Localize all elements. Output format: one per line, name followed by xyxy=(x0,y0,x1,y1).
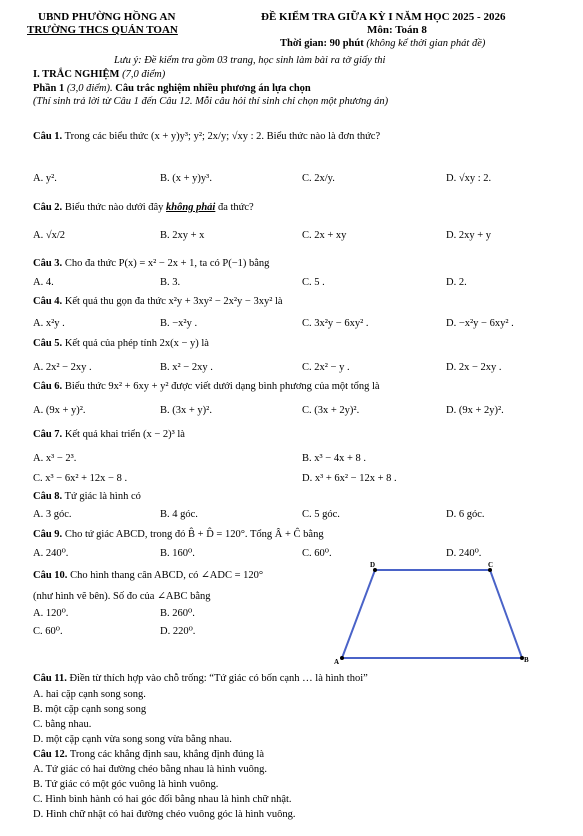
instruction: (Thí sinh trả lời từ Câu 1 đến Câu 12. Mỗi câu hỏi thí sinh chỉ chọn một phương án) xyxy=(33,96,389,107)
q11-option-b[interactable]: B. một cặp cạnh song song xyxy=(33,704,147,715)
q3-option-a[interactable]: A. 4. xyxy=(33,277,54,288)
question-10 xyxy=(33,569,263,582)
question-label: Câu 12. xyxy=(33,749,68,760)
q2-option-b[interactable]: B. 2xy + x xyxy=(160,230,205,241)
question-9 xyxy=(33,528,324,541)
time-label: Thời gian: 90 phút xyxy=(280,38,364,49)
q4-option-a[interactable]: A. x²y . xyxy=(33,318,65,329)
question-emphasis: không phải xyxy=(166,202,216,213)
q2-option-a[interactable]: A. √x/2 xyxy=(33,230,66,241)
trapezoid-figure xyxy=(330,560,530,670)
part-label: Phần 1 xyxy=(33,83,65,94)
question-text: Kết quả thu gọn đa thức x²y + 3xy² − 2x²y − 3xy² là xyxy=(64,296,283,307)
question-text: Kết quả của phép tính 2x(x − y) là xyxy=(64,338,209,349)
question-2 xyxy=(33,201,254,214)
q9-option-b[interactable]: B. 160⁰. xyxy=(160,548,195,559)
question-text: Cho đa thức P(x) = x² − 2x + 1, ta có P(−1) bằng xyxy=(64,258,270,269)
question-text: Điền từ thích hợp vào chỗ trống: “Tứ giác có bốn cạnh … là hình thoi” xyxy=(69,673,368,684)
q12-option-c[interactable]: C. Hình bình hành có hai góc đối bằng nhau là hình chữ nhật. xyxy=(33,794,292,805)
q2-option-c[interactable]: C. 2x + xy xyxy=(302,230,347,241)
q3-option-b[interactable]: B. 3. xyxy=(160,277,181,288)
time-line xyxy=(280,37,485,50)
q3-option-c[interactable]: C. 5 . xyxy=(302,277,325,288)
q10-option-d[interactable]: D. 220⁰. xyxy=(160,626,196,637)
q5-option-c[interactable]: C. 2x² − y . xyxy=(302,362,350,373)
q8-option-c[interactable]: C. 5 góc. xyxy=(302,509,340,520)
question-6 xyxy=(33,380,380,393)
question-text: Cho tứ giác ABCD, trong đó B̂ + D̂ = 120°. Tổng Â + Ĉ bằng xyxy=(64,529,324,540)
question-label: Câu 9. xyxy=(33,529,63,540)
question-8 xyxy=(33,490,141,503)
subject: Môn: Toán 8 xyxy=(367,24,427,36)
q10-option-c[interactable]: C. 60⁰. xyxy=(33,626,63,637)
q8-option-b[interactable]: B. 4 góc. xyxy=(160,509,198,520)
label-c: C xyxy=(488,561,494,569)
q3-option-d[interactable]: D. 2. xyxy=(446,277,467,288)
q5-option-d[interactable]: D. 2x − 2xy . xyxy=(446,362,502,373)
question-label: Câu 3. xyxy=(33,258,63,269)
q7-option-c[interactable]: C. x³ − 6x² + 12x − 8 . xyxy=(33,473,128,484)
question-label: Câu 8. xyxy=(33,491,63,502)
question-text: Biểu thức nào dưới đây xyxy=(64,202,164,213)
question-label: Câu 1. xyxy=(33,131,63,142)
q11-option-a[interactable]: A. hai cặp cạnh song song. xyxy=(33,689,146,700)
question-text: Tứ giác là hình có xyxy=(64,491,141,502)
question-label: Câu 6. xyxy=(33,381,63,392)
part-title xyxy=(33,82,311,95)
q9-option-a[interactable]: A. 240⁰. xyxy=(33,548,69,559)
q6-option-a[interactable]: A. (9x + y)². xyxy=(33,405,86,416)
q10-option-a[interactable]: A. 120⁰. xyxy=(33,608,69,619)
question-11 xyxy=(33,672,368,685)
q11-option-c[interactable]: C. bằng nhau. xyxy=(33,719,92,730)
section-points: (7,0 điểm) xyxy=(122,69,166,80)
q9-option-c[interactable]: C. 60⁰. xyxy=(302,548,332,559)
q4-option-c[interactable]: C. 3x²y − 6xy² . xyxy=(302,318,369,329)
section-title xyxy=(33,68,165,81)
vertex-a xyxy=(340,656,344,660)
q1-option-a[interactable]: A. y². xyxy=(33,173,57,184)
q1-option-b[interactable]: B. (x + y)y³. xyxy=(160,173,212,184)
school-name: TRƯỜNG THCS QUÁN TOAN xyxy=(27,24,178,36)
section-label: I. TRẮC NGHIỆM xyxy=(33,69,120,80)
question-text: Kết quả khai triển (x − 2)³ là xyxy=(64,429,185,440)
label-a: A xyxy=(334,658,340,666)
q1-option-d[interactable]: D. √xy : 2. xyxy=(446,173,492,184)
org-name: UBND PHƯỜNG HỒNG AN xyxy=(38,11,176,23)
q5-option-b[interactable]: B. x² − 2xy . xyxy=(160,362,213,373)
question-5 xyxy=(33,337,209,350)
question-label: Câu 5. xyxy=(33,338,63,349)
q4-option-d[interactable]: D. −x²y − 6xy² . xyxy=(446,318,514,329)
label-b: B xyxy=(524,656,529,664)
question-label: Câu 11. xyxy=(33,673,67,684)
q7-option-d[interactable]: D. x³ + 6x² − 12x + 8 . xyxy=(302,473,397,484)
q10-option-b[interactable]: B. 260⁰. xyxy=(160,608,195,619)
q7-option-a[interactable]: A. x³ − 2³. xyxy=(33,453,77,464)
q6-option-c[interactable]: C. (3x + 2y)². xyxy=(302,405,360,416)
question-label: Câu 4. xyxy=(33,296,63,307)
question-text: Trong các biểu thức (x + y)y³; y²; 2x/y; √xy : 2. Biểu thức nào là đơn thức? xyxy=(64,131,381,142)
q5-option-a[interactable]: A. 2x² − 2xy . xyxy=(33,362,92,373)
question-10-line2: (như hình vẽ bên). Số đo của ∠ABC bằng xyxy=(33,591,211,602)
part-points: (3,0 điểm). xyxy=(66,83,113,94)
q2-option-d[interactable]: D. 2xy + y xyxy=(446,230,492,241)
q6-option-d[interactable]: D. (9x + 2y)². xyxy=(446,405,504,416)
question-text: Biểu thức 9x² + 6xy + y² được viết dưới dạng bình phương của một tổng là xyxy=(64,381,380,392)
q9-option-d[interactable]: D. 240⁰. xyxy=(446,548,482,559)
q12-option-b[interactable]: B. Tứ giác có một góc vuông là hình vuông. xyxy=(33,779,219,790)
time-note: (không kể thời gian phát đề) xyxy=(366,38,486,49)
label-d: D xyxy=(370,561,376,569)
q12-option-a[interactable]: A. Tứ giác có hai đường chéo bằng nhau là hình vuông. xyxy=(33,764,267,775)
question-label: Câu 10. xyxy=(33,570,68,581)
question-4 xyxy=(33,295,283,308)
exam-note: Lưu ý: Đề kiểm tra gồm 03 trang, học sinh làm bài ra tờ giấy thi xyxy=(114,55,386,66)
trapezoid-shape xyxy=(342,570,522,658)
question-text-end: đa thức? xyxy=(217,202,254,213)
question-1 xyxy=(33,130,380,143)
question-text: Trong các khẳng định sau, khẳng định đúng là xyxy=(69,749,265,760)
question-3 xyxy=(33,257,269,270)
q11-option-d[interactable]: D. một cặp cạnh vừa song song vừa bằng nhau. xyxy=(33,734,232,745)
exam-title: ĐỀ KIỂM TRA GIỮA KỲ I NĂM HỌC 2025 - 2026 xyxy=(261,11,506,23)
question-label: Câu 7. xyxy=(33,429,63,440)
q12-option-d[interactable]: D. Hình chữ nhật có hai đường chéo vuông góc là hình vuông. xyxy=(33,809,296,820)
question-7 xyxy=(33,428,185,441)
q8-option-a[interactable]: A. 3 góc. xyxy=(33,509,72,520)
q4-option-b[interactable]: B. −x²y . xyxy=(160,318,198,329)
q8-option-d[interactable]: D. 6 góc. xyxy=(446,509,485,520)
question-text: Cho hình thang cân ABCD, có ∠ADC = 120° xyxy=(70,570,264,581)
q6-option-b[interactable]: B. (3x + y)². xyxy=(160,405,212,416)
question-12 xyxy=(33,748,264,761)
question-label: Câu 2. xyxy=(33,202,63,213)
q7-option-b[interactable]: B. x³ − 4x + 8 . xyxy=(302,453,366,464)
part-desc: Câu trắc nghiệm nhiều phương án lựa chọn xyxy=(115,83,311,94)
q1-option-c[interactable]: C. 2x/y. xyxy=(302,173,335,184)
